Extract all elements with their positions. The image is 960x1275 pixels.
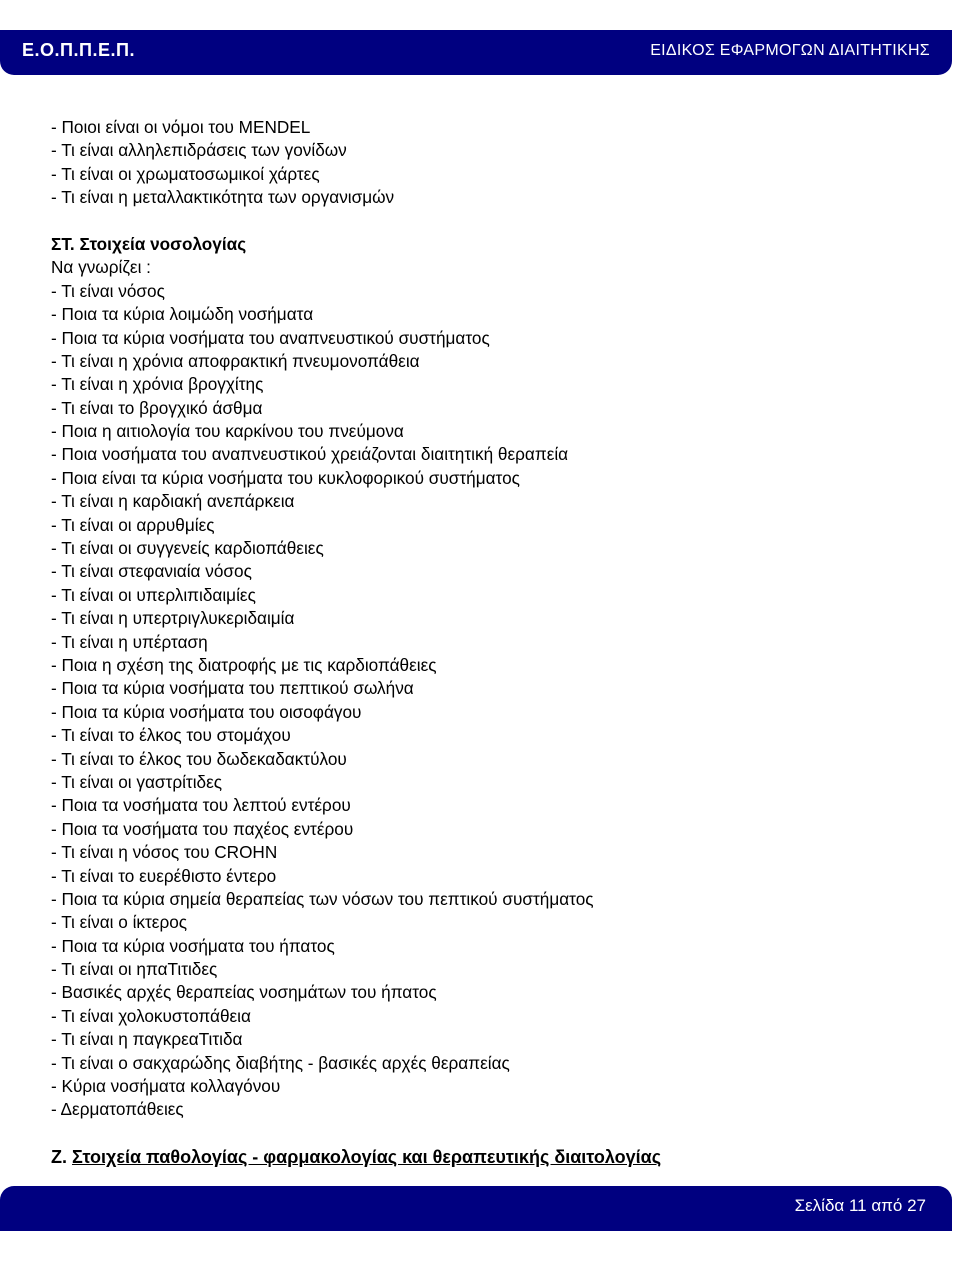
list-item: - Τι είναι ο σακχαρώδης διαβήτης - βασικές αρχές θεραπείας [51, 1052, 510, 1073]
page-number: Σελίδα 11 από 27 [794, 1196, 926, 1215]
list-item: - Ποια τα νοσήματα του παχέος εντέρου [51, 818, 354, 839]
list-item: - Τι είναι η υπέρταση [51, 631, 208, 652]
intro-list [51, 116, 931, 210]
spacer [51, 210, 931, 233]
list-item: - Τι είναι η μεταλλακτικότητα των οργανισμών [51, 187, 395, 208]
list-item: - Τι είναι στεφανιαία νόσος [51, 561, 252, 582]
list-item: - Τι είναι η νόσος του CROHN [51, 842, 278, 863]
section-heading: ΣΤ. Στοιχεία νοσολογίας [51, 233, 247, 254]
document-body [51, 116, 931, 1122]
list-item: - Δερματοπάθειες [51, 1099, 184, 1120]
list-item: - Τι είναι το ευερέθιστο έντερο [51, 865, 277, 886]
list-item: - Τι είναι το βρογχικό άσθμα [51, 397, 263, 418]
list-item: - Τι είναι ο ίκτερος [51, 912, 188, 933]
list-item: - Ποια τα κύρια λοιμώδη νοσήματα [51, 304, 314, 325]
section-z-prefix: Ζ. [51, 1147, 67, 1167]
list-item: - Ποια τα κύρια σημεία θεραπείας των νόσων του πεπτικού συστήματος [51, 888, 594, 909]
list-item: - Ποια τα κύρια νοσήματα του ήπατος [51, 935, 335, 956]
section-z-title: Στοιχεία παθολογίας - φαρμακολογίας και θεραπευτικής διαιτολογίας [72, 1147, 662, 1167]
list-item: - Ποια τα νοσήματα του λεπτού εντέρου [51, 795, 351, 816]
list-item: - Ποιοι είναι οι νόμοι του MENDEL [51, 117, 311, 137]
list-item: - Βασικές αρχές θεραπείας νοσημάτων του ήπατος [51, 982, 437, 1003]
list-item: - Τι είναι οι υπερλιπιδαιμίες [51, 584, 256, 605]
list-item: - Τι είναι οι συγγενείς καρδιοπάθειες [51, 538, 324, 559]
list-item: - Ποια είναι τα κύρια νοσήματα του κυκλοφορικού συστήματος [51, 467, 520, 488]
list-item: - Τι είναι η καρδιακή ανεπάρκεια [51, 491, 295, 512]
list-item: - Ποια τα κύρια νοσήματα του πεπτικού σωλήνα [51, 678, 414, 699]
list-item: - Τι είναι η παγκρεαΤιτιδα [51, 1029, 243, 1050]
list-item: - Ποια η αιτιολογία του καρκίνου του πνεύμονα [51, 421, 404, 442]
page-footer [0, 1186, 952, 1231]
list-item: - Τι είναι η χρόνια αποφρακτική πνευμονοπάθεια [51, 350, 420, 371]
list-item: - Τι είναι η υπερτριγλυκεριδαιμία [51, 608, 295, 629]
list-item: - Τι είναι το έλκος του δωδεκαδακτύλου [51, 748, 347, 769]
list-item: - Τι είναι οι χρωματοσωμικοί χάρτες [51, 163, 320, 184]
list-item: - Τι είναι χολοκυστοπάθεια [51, 1005, 251, 1026]
list-item: - Τι είναι οι αρρυθμίες [51, 514, 215, 535]
list-item: - Τι είναι οι γαστρίτιδες [51, 771, 223, 792]
list-item: - Τι είναι αλληλεπιδράσεις των γονίδων [51, 140, 347, 161]
list-item: - Ποια η σχέση της διατροφής με τις καρδιοπάθειες [51, 654, 437, 675]
list-item: - Τι είναι οι ηπαΤιτιδες [51, 959, 218, 980]
organization-name: Ε.Ο.Π.Π.Ε.Π. [22, 40, 136, 60]
section-subtitle: Να γνωρίζει : [51, 257, 151, 278]
document-title: ΕΙΔΙΚΟΣ ΕΦΑΡΜΟΓΩΝ ΔΙΑΙΤΗΤΙΚΗΣ [650, 42, 930, 59]
section-st [51, 233, 931, 1122]
section-z-heading [51, 1147, 661, 1168]
list-item: - Τι είναι νόσος [51, 280, 165, 301]
list-item: - Ποια τα κύρια νοσήματα του αναπνευστικού συστήματος [51, 327, 490, 348]
page-header [0, 30, 952, 75]
list-item: - Ποια νοσήματα του αναπνευστικού χρειάζονται διαιτητική θεραπεία [51, 444, 569, 465]
list-item: - Τι είναι η χρόνια βρογχίτης [51, 374, 264, 395]
list-item: - Ποια τα κύρια νοσήματα του οισοφάγου [51, 701, 362, 722]
list-item: - Κύρια νοσήματα κολλαγόνου [51, 1076, 281, 1097]
list-item: - Τι είναι το έλκος του στομάχου [51, 725, 291, 746]
